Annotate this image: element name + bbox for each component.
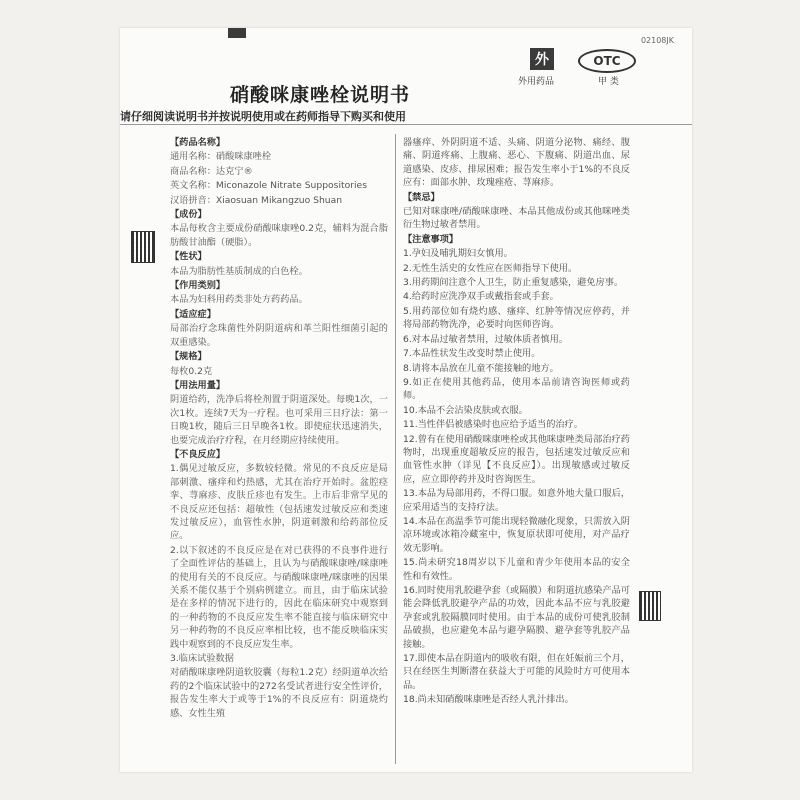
otc-class-label: 甲 类: [598, 77, 619, 87]
paragraph: 9.如正在使用其他药品，使用本品前请咨询医师或药师。: [403, 376, 630, 402]
section-heading: 【成份】: [170, 209, 207, 221]
paragraph: 每枚0.2克: [170, 365, 213, 377]
right-column: [403, 136, 630, 708]
external-use-badge: 外: [530, 48, 554, 70]
header-divider: [120, 124, 692, 125]
paragraph: 7.本品性状发生改变时禁止使用。: [403, 348, 541, 360]
paragraph: 3.用药期间注意个人卫生，防止重复感染，避免房事。: [403, 277, 624, 289]
paragraph: 2.无性生活史的女性应在医师指导下使用。: [403, 262, 578, 274]
section-heading: 【规格】: [170, 351, 207, 363]
barcode-right: [640, 592, 660, 620]
paragraph: 阴道给药，洗净后将栓剂置于阴道深处。每晚1次，一次1枚。连续7天为一疗程。也可采用三日疗法：第一日晚1枚，随后三日早晚各1枚。即使症状迅速消失，也要完成治疗疗程，在月经期应持续使用。: [170, 394, 388, 446]
section-heading: 【禁忌】: [403, 191, 440, 203]
paragraph: 4.给药时应洗净双手或戴指套或手套。: [403, 291, 559, 303]
section-heading: 【性状】: [170, 251, 207, 263]
paragraph: 3.临床试验数据: [170, 653, 234, 665]
paragraph: 汉语拼音：Xiaosuan Mikangzuo Shuan: [170, 194, 343, 206]
section-heading: 【适应症】: [170, 308, 216, 320]
paragraph: 14.本品在高温季节可能出现轻微融化现象，只需放入阴凉环境或冰箱冷藏室中，恢复原状即可使用，对产品疗效无影响。: [403, 515, 630, 554]
paragraph: 局部治疗念珠菌性外阴阴道病和革兰阳性细菌引起的双重感染。: [170, 323, 388, 348]
paragraph: 英文名称：Miconazole Nitrate Suppositories: [170, 180, 367, 192]
print-mark: [228, 28, 246, 38]
section-heading: 【不良反应】: [170, 448, 226, 460]
paragraph: 17.即使本品在阴道内的吸收有限，但在妊娠前三个月，只在经医生判断潜在获益大于可能的风险时方可使用本品。: [403, 653, 630, 691]
section-heading: 【作用类别】: [170, 280, 226, 292]
paragraph: 本品为脂肪性基质制成的白色栓。: [170, 265, 308, 277]
external-use-label: 外用药品: [518, 77, 555, 87]
paragraph: 本品每枚含主要成份硝酸咪康唑0.2克，辅料为混合脂肪酸甘油酯（硬脂）。: [170, 223, 388, 248]
paragraph: 12.曾有在使用硝酸咪康唑栓或其他咪康唑类局部治疗药物时，出现重度超敏反应的报告，包括速发过敏反应和血管性水肿（详见【不良反应】）。出现敏感或过敏反应，应立即停药并及时咨询医生。: [403, 433, 630, 485]
paragraph: 18.尚未知硝酸咪康唑是否经人乳汁排出。: [403, 694, 574, 706]
section-heading: 【注意事项】: [403, 233, 459, 245]
paragraph: 6.对本品过敏者禁用，过敏体质者慎用。: [403, 333, 568, 345]
column-divider: [395, 134, 396, 764]
paragraph: 10.本品不会沾染皮肤或衣服。: [403, 404, 528, 416]
paragraph: 1.偶见过敏反应，多数较轻微。常见的不良反应是局部刺激、瘙痒和灼热感，尤其在治疗开始时。盆腔痉挛、荨麻疹、皮肤丘疹也有发生。上市后非常罕见的不良反应还包括：超敏性（包括速发过敏反应和类速发过敏反应），血管性水肿，阴道刺激和给药部位反应。: [170, 463, 388, 542]
paragraph: 1.孕妇及哺乳期妇女慎用。: [403, 248, 513, 260]
paragraph: 通用名称：硝酸咪康唑栓: [170, 151, 272, 163]
paragraph: 15.尚未研究18周岁以下儿童和青少年使用本品的安全性和有效性。: [403, 557, 630, 582]
leaflet-page: [120, 28, 692, 772]
paragraph: 13.本品为局部用药，不得口服。如意外地大量口服后，应采用适当的支持疗法。: [403, 488, 630, 513]
paragraph: 8.请将本品放在儿童不能接触的地方。: [403, 362, 559, 374]
paragraph: 11.当性伴侣被感染时也应给予适当的治疗。: [403, 419, 583, 431]
paragraph: 5.用药部位如有烧灼感、瘙痒、红肿等情况应停药，并将局部药物洗净，必要时向医师咨询。: [403, 305, 630, 331]
barcode-left: [132, 232, 154, 262]
paragraph: 2.以下叙述的不良反应是在对已获得的不良事件进行了全面性评估的基础上，且认为与硝酸咪康唑/咪康唑的使用有关的不良反应。与硝酸咪康唑/咪康唑的因果关系不能仅基于个别病例建立。而且，由于临床试验是在多样的情况下进行的，因此在临床研究中观察到的一种药物的不良反应发生率不能直接与临床研究中另一种药物的不良反应率相比较，也不能反映临床实践中观察到的不良反应发生率。: [170, 544, 388, 650]
paragraph: 已知对咪康唑/硝酸咪康唑、本品其他成份或其他咪唑类衍生物过敏者禁用。: [403, 206, 630, 231]
paragraph: 对硝酸咪康唑阴道软胶囊（每粒1.2克）经阴道单次给药的2个临床试验中的272名受试者进行安全性评价，报告发生率大于或等于1%的不良反应有：阴道烧灼感、女性生殖: [170, 667, 388, 719]
section-heading: 【药品名称】: [170, 137, 226, 148]
document-title: 硝酸咪康唑栓说明书: [230, 84, 411, 106]
left-column: [170, 136, 388, 721]
section-heading: 【用法用量】: [170, 379, 226, 391]
paragraph: 16.同时使用乳胶避孕套（或隔膜）和阴道抗感染产品可能会降低乳胶避孕产品的功效，因此本品不应与乳胶避孕套或乳胶隔膜同时使用。由于本品的成份可使乳胶制品破损，也应避免本品与避孕隔膜、避孕套等乳胶产品接触。: [403, 585, 630, 650]
otc-logo: OTC: [578, 49, 636, 73]
paragraph: 本品为妇科用药类非处方药药品。: [170, 294, 308, 306]
document-subtitle: 请仔细阅读说明书并按说明使用或在药师指导下购买和使用: [120, 110, 406, 123]
paragraph: 商品名称：达克宁®: [170, 165, 253, 177]
paragraph: 器瘙痒、外阴阴道不适、头痛、阴道分泌物、痛经、腹痛、阴道疼痛、上腹痛、恶心、下腹痛、阴道出血、尿道感染、皮疹、排尿困难；报告发生率小于1%的不良反应有：面部水肿、玫瑰痤疮、荨麻疹。: [403, 137, 630, 189]
print-code: 02108JK: [640, 36, 674, 45]
